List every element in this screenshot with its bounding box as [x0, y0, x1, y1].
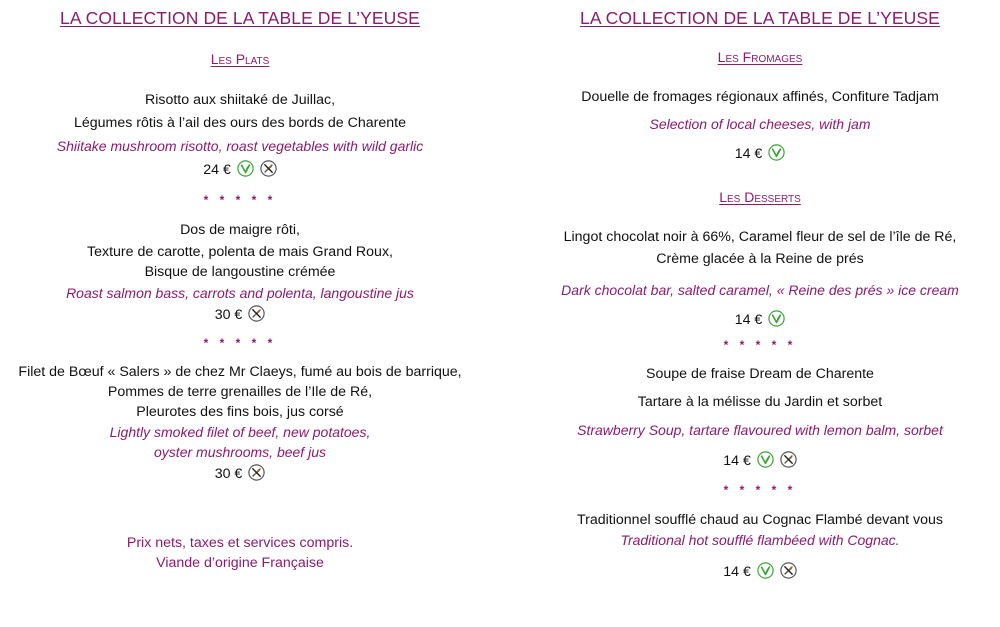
dish2-price: 30 € — [214, 307, 243, 323]
dish2-line1: Dos de maigre rôti, — [180, 222, 300, 238]
dish2-price-row — [0, 305, 480, 326]
separator-stars: * * * * * — [723, 483, 797, 497]
cheese-price-row — [520, 144, 1000, 165]
vegetarian-leaf-icon — [768, 310, 785, 331]
dish3-english-1: Lightly smoked filet of beef, new potatoes, — [109, 424, 371, 440]
dish2-english: Roast salmon bass, carrots and polenta, langoustine jus — [66, 285, 414, 301]
dessert2-line1: Soupe de fraise Dream de Charente — [646, 366, 874, 382]
dessert3-english: Traditional hot soufflé flambéed with Cognac. — [620, 532, 900, 548]
dish3-line2: Pommes de terre grenailles de l’Ile de Ré, — [107, 384, 373, 400]
prices-note: Prix nets, taxes et services compris. — [126, 535, 354, 551]
dessert3-price: 14 € — [723, 564, 751, 580]
dish1-line2: Légumes rôtis à l’ail des ours des bords de Charente — [73, 115, 406, 131]
left-column — [0, 0, 480, 627]
gluten-free-icon — [260, 160, 277, 181]
section-fromages: Les Fromages — [717, 49, 803, 65]
meat-origin-note: Viande d’origine Française — [156, 555, 324, 571]
separator-stars: * * * * * — [723, 338, 797, 352]
gluten-free-icon — [248, 464, 265, 485]
gluten-free-icon — [248, 305, 265, 326]
dessert2-price: 14 € — [723, 453, 751, 469]
dish1-price-row — [0, 160, 480, 181]
dish3-english-2: oyster mushrooms, beef jus — [154, 444, 326, 460]
dessert1-line1: Lingot chocolat noir à 66%, Caramel fleur de sel de l’île de Ré, — [563, 229, 957, 245]
dessert1-price-row — [520, 310, 1000, 331]
gluten-free-icon — [780, 451, 797, 472]
dessert2-price-row — [520, 451, 1000, 472]
separator-stars: * * * * * — [203, 193, 277, 207]
gluten-free-icon — [780, 562, 797, 583]
right-title: LA COLLECTION DE LA TABLE DE L’YEUSE — [580, 8, 940, 28]
dish1-price: 24 € — [203, 162, 231, 178]
dish2-line3: Bisque de langoustine crémée — [144, 264, 336, 280]
vegetarian-leaf-icon — [757, 451, 774, 472]
vegetarian-leaf-icon — [757, 562, 774, 583]
dessert1-english: Dark chocolat bar, salted caramel, « Reine des prés » ice cream — [561, 282, 959, 298]
dessert2-english: Strawberry Soup, tartare flavoured with lemon balm, sorbet — [577, 422, 943, 438]
dessert3-price-row — [520, 562, 1000, 583]
dessert2-line2: Tartare à la mélisse du Jardin et sorbet — [637, 394, 883, 410]
dessert1-line2: Crème glacée à la Reine de prés — [656, 251, 864, 267]
section-desserts: Les Desserts — [719, 189, 801, 205]
dessert3-line1: Traditionnel soufflé chaud au Cognac Flambé devant vous — [577, 512, 943, 528]
dish3-line3: Pleurotes des fins bois, jus corsé — [136, 404, 344, 420]
cheese-price: 14 € — [734, 146, 763, 162]
right-column — [520, 0, 1000, 627]
dish1-line1: Risotto aux shiitaké de Juillac, — [144, 92, 336, 108]
cheese-line1: Douelle de fromages régionaux affinés, Confiture Tadjam — [581, 89, 939, 105]
dish2-line2: Texture de carotte, polenta de mais Grand Roux, — [87, 244, 393, 260]
separator-stars: * * * * * — [203, 336, 277, 350]
vegetarian-leaf-icon — [768, 144, 785, 165]
dessert1-price: 14 € — [734, 312, 763, 328]
dish3-price: 30 € — [214, 466, 243, 482]
dish1-english: Shiitake mushroom risotto, roast vegetables with wild garlic — [56, 138, 424, 154]
section-plats: Les Plats — [210, 51, 270, 67]
cheese-english: Selection of local cheeses, with jam — [649, 116, 871, 132]
left-title: LA COLLECTION DE LA TABLE DE L’YEUSE — [60, 8, 420, 28]
vegetarian-leaf-icon — [237, 160, 254, 181]
dish3-price-row — [0, 464, 480, 485]
dish3-line1: Filet de Bœuf « Salers » de chez Mr Claeys, fumé au bois de barrique, — [18, 364, 462, 380]
